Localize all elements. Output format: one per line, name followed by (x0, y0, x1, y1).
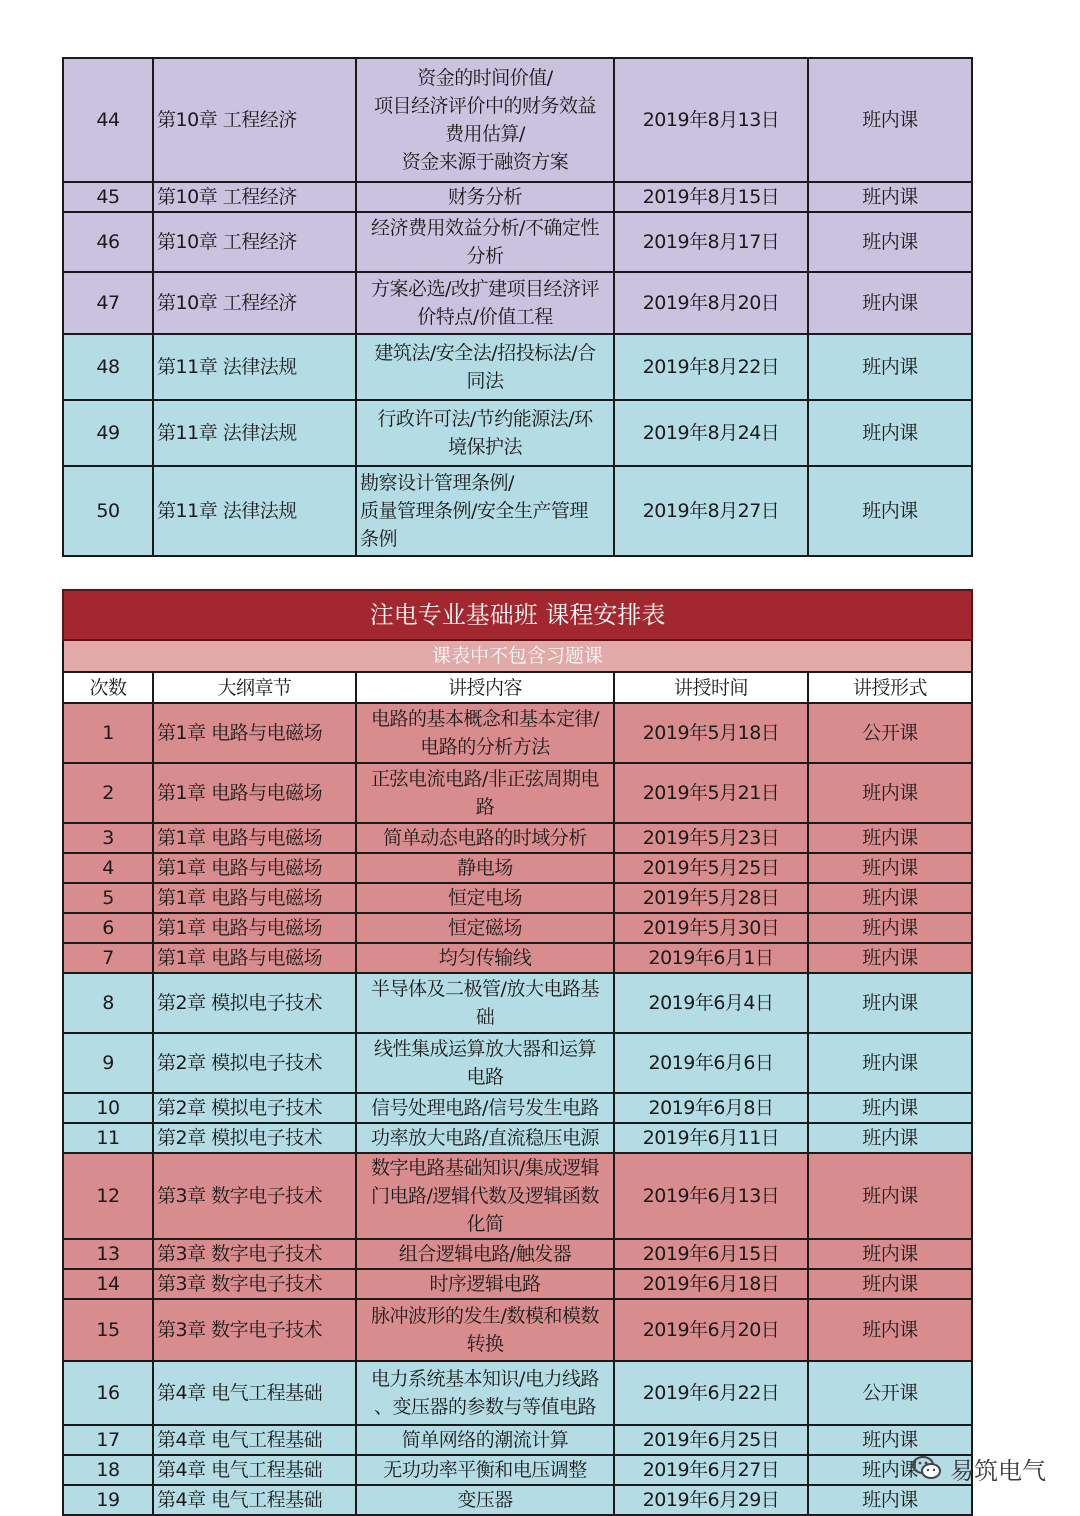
cell-date: 2019年8月15日 (614, 182, 808, 212)
cell-no: 18 (63, 1455, 153, 1485)
cell-chapter: 第2章 模拟电子技术 (153, 1093, 356, 1123)
cell-date: 2019年8月17日 (614, 212, 808, 272)
cell-date: 2019年6月22日 (614, 1361, 808, 1425)
cell-date: 2019年6月4日 (614, 973, 808, 1033)
table-row (63, 1093, 972, 1123)
table-row (63, 182, 972, 212)
cell-topic: 变压器 (356, 1485, 614, 1515)
cell-date: 2019年6月18日 (614, 1269, 808, 1299)
cell-topic: 方案必选/改扩建项目经济评 价特点/价值工程 (356, 272, 614, 334)
cell-chapter: 第3章 数字电子技术 (153, 1153, 356, 1239)
cell-chapter: 第11章 法律法规 (153, 334, 356, 400)
cell-topic: 功率放大电路/直流稳压电源 (356, 1123, 614, 1153)
table-row (63, 1299, 972, 1361)
cell-form: 班内课 (808, 466, 972, 556)
table-row (63, 1123, 972, 1153)
cell-form: 公开课 (808, 1361, 972, 1425)
header-no: 次数 (63, 672, 153, 703)
cell-chapter: 第4章 电气工程基础 (153, 1361, 356, 1425)
cell-no: 19 (63, 1485, 153, 1515)
cell-topic: 建筑法/安全法/招投标法/合 同法 (356, 334, 614, 400)
cell-form: 班内课 (808, 1123, 972, 1153)
cell-no: 47 (63, 272, 153, 334)
cell-date: 2019年6月1日 (614, 943, 808, 973)
table-row (63, 883, 972, 913)
cell-topic: 电力系统基本知识/电力线路 、变压器的参数与等值电路 (356, 1361, 614, 1425)
cell-date: 2019年6月25日 (614, 1425, 808, 1455)
table-row (63, 400, 972, 466)
cell-date: 2019年5月28日 (614, 883, 808, 913)
cell-topic: 简单网络的潮流计算 (356, 1425, 614, 1455)
cell-no: 11 (63, 1123, 153, 1153)
cell-chapter: 第10章 工程经济 (153, 272, 356, 334)
cell-form: 班内课 (808, 1299, 972, 1361)
cell-topic: 资金的时间价值/ 项目经济评价中的财务效益 费用估算/ 资金来源于融资方案 (356, 58, 614, 182)
cell-topic: 恒定磁场 (356, 913, 614, 943)
cell-no: 49 (63, 400, 153, 466)
cell-form: 班内课 (808, 883, 972, 913)
cell-no: 5 (63, 883, 153, 913)
cell-no: 7 (63, 943, 153, 973)
table-row (63, 943, 972, 973)
cell-chapter: 第11章 法律法规 (153, 400, 356, 466)
cell-form: 班内课 (808, 58, 972, 182)
cell-no: 1 (63, 703, 153, 763)
table-title-row (63, 590, 972, 640)
cell-form: 班内课 (808, 1153, 972, 1239)
table-row (63, 1455, 972, 1485)
cell-date: 2019年6月13日 (614, 1153, 808, 1239)
wechat-icon (912, 1455, 942, 1481)
cell-chapter: 第4章 电气工程基础 (153, 1425, 356, 1455)
cell-date: 2019年6月15日 (614, 1239, 808, 1269)
cell-form: 班内课 (808, 943, 972, 973)
cell-date: 2019年6月8日 (614, 1093, 808, 1123)
cell-form: 班内课 (808, 973, 972, 1033)
cell-topic: 恒定电场 (356, 883, 614, 913)
cell-topic: 线性集成运算放大器和运算 电路 (356, 1033, 614, 1093)
cell-form: 班内课 (808, 334, 972, 400)
cell-no: 2 (63, 763, 153, 823)
cell-no: 9 (63, 1033, 153, 1093)
cell-date: 2019年6月27日 (614, 1455, 808, 1485)
cell-date: 2019年8月20日 (614, 272, 808, 334)
cell-no: 3 (63, 823, 153, 853)
cell-chapter: 第1章 电路与电磁场 (153, 823, 356, 853)
cell-chapter: 第2章 模拟电子技术 (153, 973, 356, 1033)
cell-form: 班内课 (808, 763, 972, 823)
table-header-row (63, 672, 972, 703)
cell-form: 班内课 (808, 1425, 972, 1455)
cell-form: 班内课 (808, 823, 972, 853)
table-title: 注电专业基础班 课程安排表 (63, 590, 972, 640)
cell-form: 班内课 (808, 913, 972, 943)
cell-chapter: 第1章 电路与电磁场 (153, 913, 356, 943)
schedule-table-basic-class (62, 589, 973, 1516)
cell-date: 2019年8月27日 (614, 466, 808, 556)
schedule-table-continued (62, 57, 973, 557)
cell-chapter: 第1章 电路与电磁场 (153, 943, 356, 973)
cell-no: 10 (63, 1093, 153, 1123)
table-subtitle: 课表中不包含习题课 (63, 640, 972, 672)
cell-no: 48 (63, 334, 153, 400)
table-row (63, 853, 972, 883)
cell-chapter: 第10章 工程经济 (153, 182, 356, 212)
table-row (63, 212, 972, 272)
table-row (63, 763, 972, 823)
cell-form: 班内课 (808, 1093, 972, 1123)
header-form: 讲授形式 (808, 672, 972, 703)
cell-no: 50 (63, 466, 153, 556)
cell-topic: 数字电路基础知识/集成逻辑 门电路/逻辑代数及逻辑函数 化简 (356, 1153, 614, 1239)
cell-chapter: 第4章 电气工程基础 (153, 1455, 356, 1485)
cell-form: 班内课 (808, 853, 972, 883)
cell-form: 班内课 (808, 1455, 972, 1485)
table-row (63, 58, 972, 182)
cell-date: 2019年5月18日 (614, 703, 808, 763)
table-subtitle-row (63, 640, 972, 672)
cell-topic: 电路的基本概念和基本定律/ 电路的分析方法 (356, 703, 614, 763)
cell-chapter: 第2章 模拟电子技术 (153, 1123, 356, 1153)
header-chapter: 大纲章节 (153, 672, 356, 703)
table-row (63, 1485, 972, 1515)
cell-form: 班内课 (808, 1033, 972, 1093)
cell-form: 班内课 (808, 182, 972, 212)
cell-topic: 静电场 (356, 853, 614, 883)
cell-no: 15 (63, 1299, 153, 1361)
cell-topic: 正弦电流电路/非正弦周期电 路 (356, 763, 614, 823)
table-row (63, 1269, 972, 1299)
cell-topic: 勘察设计管理条例/ 质量管理条例/安全生产管理 条例 (356, 466, 614, 556)
cell-chapter: 第10章 工程经济 (153, 58, 356, 182)
cell-topic: 简单动态电路的时域分析 (356, 823, 614, 853)
cell-date: 2019年6月6日 (614, 1033, 808, 1093)
table-row (63, 466, 972, 556)
cell-chapter: 第3章 数字电子技术 (153, 1299, 356, 1361)
cell-chapter: 第1章 电路与电磁场 (153, 883, 356, 913)
cell-date: 2019年5月21日 (614, 763, 808, 823)
cell-no: 6 (63, 913, 153, 943)
cell-topic: 信号处理电路/信号发生电路 (356, 1093, 614, 1123)
cell-form: 班内课 (808, 400, 972, 466)
cell-no: 13 (63, 1239, 153, 1269)
cell-form: 班内课 (808, 272, 972, 334)
cell-date: 2019年8月13日 (614, 58, 808, 182)
schedule-table-basic-class-body (63, 703, 972, 1515)
cell-date: 2019年5月30日 (614, 913, 808, 943)
cell-date: 2019年6月11日 (614, 1123, 808, 1153)
table-row (63, 1361, 972, 1425)
cell-topic: 时序逻辑电路 (356, 1269, 614, 1299)
cell-date: 2019年8月24日 (614, 400, 808, 466)
cell-no: 46 (63, 212, 153, 272)
cell-chapter: 第3章 数字电子技术 (153, 1239, 356, 1269)
cell-date: 2019年5月23日 (614, 823, 808, 853)
cell-topic: 脉冲波形的发生/数模和模数 转换 (356, 1299, 614, 1361)
cell-chapter: 第2章 模拟电子技术 (153, 1033, 356, 1093)
table-row (63, 973, 972, 1033)
cell-no: 8 (63, 973, 153, 1033)
cell-no: 45 (63, 182, 153, 212)
cell-form: 班内课 (808, 212, 972, 272)
table-row (63, 1033, 972, 1093)
cell-topic: 均匀传输线 (356, 943, 614, 973)
watermark (912, 1451, 1046, 1485)
header-topic: 讲授内容 (356, 672, 614, 703)
cell-form: 班内课 (808, 1485, 972, 1515)
cell-no: 44 (63, 58, 153, 182)
cell-date: 2019年5月25日 (614, 853, 808, 883)
cell-topic: 组合逻辑电路/触发器 (356, 1239, 614, 1269)
cell-no: 14 (63, 1269, 153, 1299)
cell-chapter: 第4章 电气工程基础 (153, 1485, 356, 1515)
table-row (63, 1153, 972, 1239)
cell-date: 2019年8月22日 (614, 334, 808, 400)
schedule-table-continued-body (63, 58, 972, 556)
table-row (63, 913, 972, 943)
cell-no: 12 (63, 1153, 153, 1239)
watermark-text: 易筑电气 (950, 1456, 1046, 1485)
cell-chapter: 第1章 电路与电磁场 (153, 763, 356, 823)
cell-topic: 无功功率平衡和电压调整 (356, 1455, 614, 1485)
cell-chapter: 第11章 法律法规 (153, 466, 356, 556)
cell-form: 班内课 (808, 1269, 972, 1299)
cell-no: 4 (63, 853, 153, 883)
cell-no: 17 (63, 1425, 153, 1455)
table-row (63, 823, 972, 853)
table-row (63, 334, 972, 400)
cell-date: 2019年6月20日 (614, 1299, 808, 1361)
cell-topic: 行政许可法/节约能源法/环 境保护法 (356, 400, 614, 466)
cell-topic: 财务分析 (356, 182, 614, 212)
cell-chapter: 第1章 电路与电磁场 (153, 703, 356, 763)
cell-no: 16 (63, 1361, 153, 1425)
cell-date: 2019年6月29日 (614, 1485, 808, 1515)
cell-form: 班内课 (808, 1239, 972, 1269)
cell-topic: 经济费用效益分析/不确定性 分析 (356, 212, 614, 272)
header-date: 讲授时间 (614, 672, 808, 703)
cell-chapter: 第1章 电路与电磁场 (153, 853, 356, 883)
cell-chapter: 第3章 数字电子技术 (153, 1269, 356, 1299)
table-row (63, 272, 972, 334)
table-row (63, 1239, 972, 1269)
table-row (63, 703, 972, 763)
cell-chapter: 第10章 工程经济 (153, 212, 356, 272)
cell-topic: 半导体及二极管/放大电路基 础 (356, 973, 614, 1033)
table-row (63, 1425, 972, 1455)
cell-form: 公开课 (808, 703, 972, 763)
